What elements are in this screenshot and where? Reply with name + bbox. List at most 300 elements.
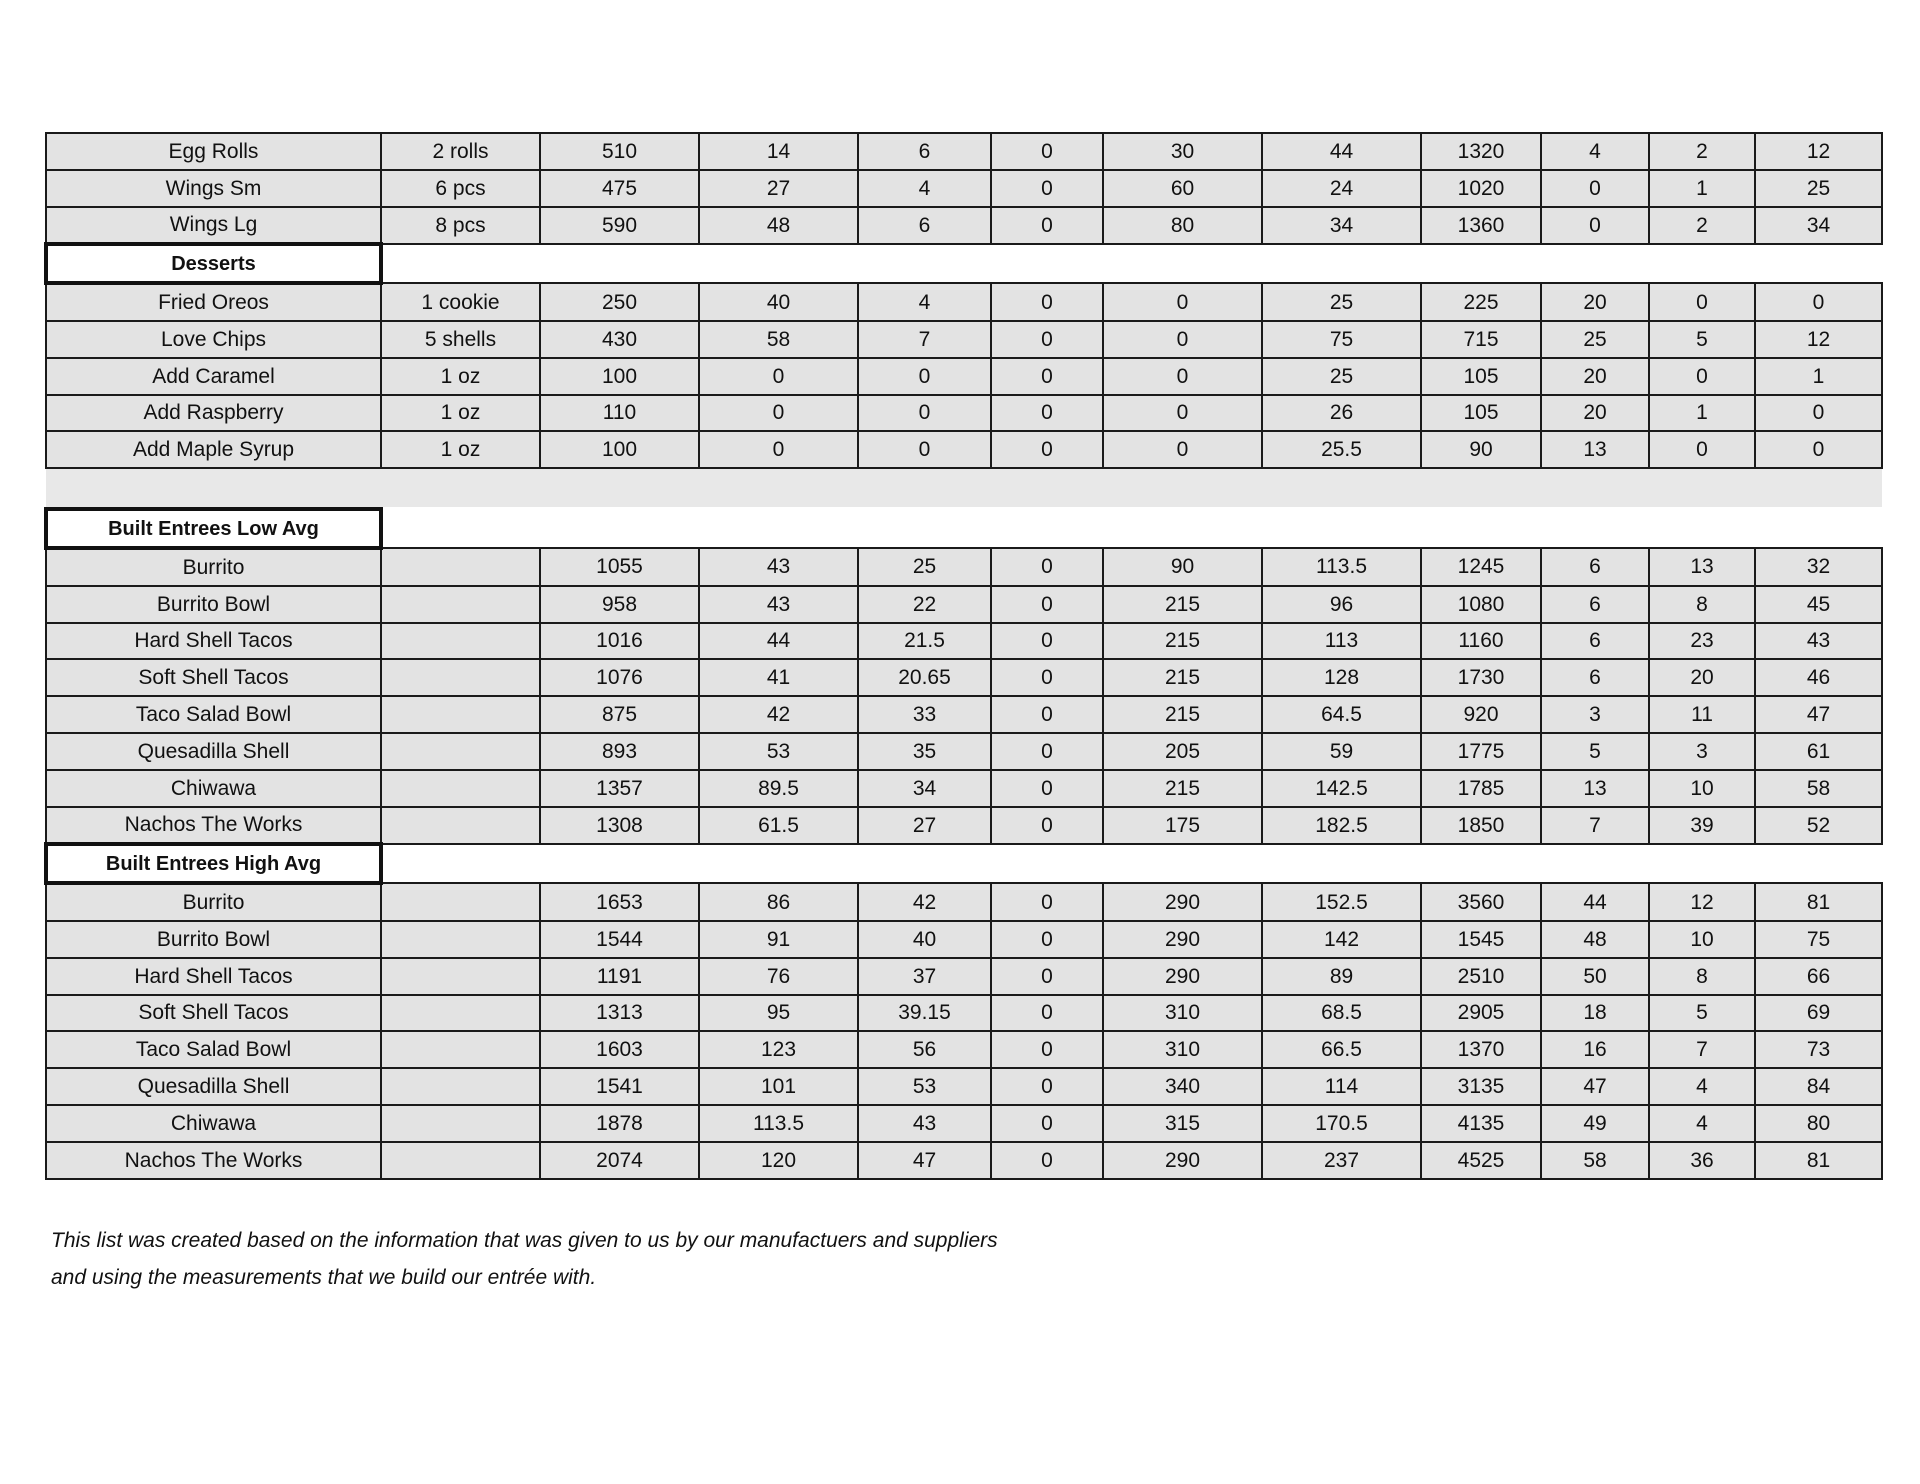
col-10-cell: 0 [1541, 170, 1649, 207]
table-row [46, 883, 1882, 921]
col-5-cell: 20.65 [858, 659, 991, 696]
col-3-cell: 1076 [540, 659, 699, 696]
col-5-cell: 43 [858, 1105, 991, 1142]
col-4-cell: 42 [699, 696, 858, 733]
col-9-cell: 1160 [1421, 623, 1541, 660]
col-4-cell: 43 [699, 586, 858, 623]
col-4-cell: 40 [699, 283, 858, 321]
col-5-cell: 22 [858, 586, 991, 623]
col-3-cell: 510 [540, 133, 699, 170]
col-6-cell: 0 [991, 1105, 1103, 1142]
col-12-cell: 81 [1755, 883, 1882, 921]
col-7-cell: 0 [1103, 358, 1262, 395]
col-10-cell: 3 [1541, 696, 1649, 733]
table-row [46, 133, 1882, 170]
col-11-cell: 2 [1649, 207, 1755, 245]
item-name-cell: Egg Rolls [46, 133, 381, 170]
col-3-cell: 1603 [540, 1031, 699, 1068]
col-8-cell: 24 [1262, 170, 1421, 207]
table-row [46, 623, 1882, 660]
col-6-cell: 0 [991, 133, 1103, 170]
col-8-cell: 113 [1262, 623, 1421, 660]
col-6-cell: 0 [991, 733, 1103, 770]
item-name-cell: Soft Shell Tacos [46, 659, 381, 696]
col-9-cell: 1850 [1421, 807, 1541, 845]
col-6-cell: 0 [991, 170, 1103, 207]
item-name-cell: Hard Shell Tacos [46, 958, 381, 995]
col-12-cell: 25 [1755, 170, 1882, 207]
section-blank [381, 509, 1882, 548]
serving-size-cell [381, 1068, 540, 1105]
col-5-cell: 7 [858, 321, 991, 358]
col-4-cell: 43 [699, 548, 858, 586]
col-7-cell: 315 [1103, 1105, 1262, 1142]
col-12-cell: 47 [1755, 696, 1882, 733]
item-name-cell: Add Maple Syrup [46, 431, 381, 468]
col-3-cell: 1878 [540, 1105, 699, 1142]
serving-size-cell [381, 733, 540, 770]
col-11-cell: 3 [1649, 733, 1755, 770]
col-7-cell: 175 [1103, 807, 1262, 845]
col-4-cell: 41 [699, 659, 858, 696]
col-10-cell: 44 [1541, 883, 1649, 921]
col-10-cell: 16 [1541, 1031, 1649, 1068]
col-8-cell: 152.5 [1262, 883, 1421, 921]
col-5-cell: 39.15 [858, 995, 991, 1032]
col-9-cell: 1080 [1421, 586, 1541, 623]
col-7-cell: 80 [1103, 207, 1262, 245]
col-7-cell: 290 [1103, 921, 1262, 958]
col-8-cell: 89 [1262, 958, 1421, 995]
col-10-cell: 6 [1541, 659, 1649, 696]
col-11-cell: 0 [1649, 283, 1755, 321]
col-4-cell: 76 [699, 958, 858, 995]
col-6-cell: 0 [991, 207, 1103, 245]
table-row [46, 586, 1882, 623]
table-row [46, 958, 1882, 995]
col-11-cell: 0 [1649, 431, 1755, 468]
col-3-cell: 430 [540, 321, 699, 358]
spacer-row [46, 468, 1882, 509]
col-6-cell: 0 [991, 921, 1103, 958]
col-10-cell: 49 [1541, 1105, 1649, 1142]
footnote-line-2: and using the measurements that we build our entrée with. [51, 1266, 597, 1289]
col-9-cell: 1785 [1421, 770, 1541, 807]
serving-size-cell [381, 883, 540, 921]
table-row [46, 283, 1882, 321]
col-5-cell: 0 [858, 431, 991, 468]
col-6-cell: 0 [991, 1031, 1103, 1068]
col-7-cell: 0 [1103, 395, 1262, 432]
table-row [46, 321, 1882, 358]
col-5-cell: 40 [858, 921, 991, 958]
serving-size-cell: 5 shells [381, 321, 540, 358]
col-7-cell: 0 [1103, 431, 1262, 468]
col-4-cell: 86 [699, 883, 858, 921]
col-8-cell: 44 [1262, 133, 1421, 170]
col-10-cell: 50 [1541, 958, 1649, 995]
section-title: Desserts [46, 244, 381, 283]
item-name-cell: Taco Salad Bowl [46, 1031, 381, 1068]
col-4-cell: 14 [699, 133, 858, 170]
col-12-cell: 1 [1755, 358, 1882, 395]
serving-size-cell [381, 586, 540, 623]
col-8-cell: 142 [1262, 921, 1421, 958]
section-header-row [46, 509, 1882, 548]
serving-size-cell [381, 770, 540, 807]
col-5-cell: 27 [858, 807, 991, 845]
col-5-cell: 21.5 [858, 623, 991, 660]
col-4-cell: 0 [699, 395, 858, 432]
item-name-cell: Fried Oreos [46, 283, 381, 321]
table-row [46, 696, 1882, 733]
col-4-cell: 91 [699, 921, 858, 958]
col-8-cell: 25 [1262, 283, 1421, 321]
col-11-cell: 13 [1649, 548, 1755, 586]
col-10-cell: 6 [1541, 623, 1649, 660]
col-9-cell: 1320 [1421, 133, 1541, 170]
col-9-cell: 105 [1421, 358, 1541, 395]
col-10-cell: 25 [1541, 321, 1649, 358]
col-3-cell: 250 [540, 283, 699, 321]
col-10-cell: 20 [1541, 395, 1649, 432]
col-7-cell: 290 [1103, 883, 1262, 921]
col-12-cell: 80 [1755, 1105, 1882, 1142]
col-8-cell: 64.5 [1262, 696, 1421, 733]
col-6-cell: 0 [991, 548, 1103, 586]
col-4-cell: 0 [699, 358, 858, 395]
col-3-cell: 1653 [540, 883, 699, 921]
serving-size-cell [381, 548, 540, 586]
col-8-cell: 75 [1262, 321, 1421, 358]
col-6-cell: 0 [991, 586, 1103, 623]
col-5-cell: 25 [858, 548, 991, 586]
section-header-row [46, 244, 1882, 283]
col-10-cell: 18 [1541, 995, 1649, 1032]
col-12-cell: 12 [1755, 321, 1882, 358]
col-7-cell: 60 [1103, 170, 1262, 207]
col-8-cell: 182.5 [1262, 807, 1421, 845]
col-4-cell: 123 [699, 1031, 858, 1068]
table-row [46, 170, 1882, 207]
col-8-cell: 25 [1262, 358, 1421, 395]
col-9-cell: 4135 [1421, 1105, 1541, 1142]
item-name-cell: Burrito Bowl [46, 921, 381, 958]
col-10-cell: 5 [1541, 733, 1649, 770]
col-11-cell: 5 [1649, 995, 1755, 1032]
col-3-cell: 110 [540, 395, 699, 432]
col-12-cell: 0 [1755, 431, 1882, 468]
col-8-cell: 113.5 [1262, 548, 1421, 586]
col-8-cell: 59 [1262, 733, 1421, 770]
col-12-cell: 0 [1755, 395, 1882, 432]
item-name-cell: Add Raspberry [46, 395, 381, 432]
col-7-cell: 290 [1103, 958, 1262, 995]
item-name-cell: Soft Shell Tacos [46, 995, 381, 1032]
item-name-cell: Nachos The Works [46, 807, 381, 845]
serving-size-cell: 2 rolls [381, 133, 540, 170]
col-10-cell: 48 [1541, 921, 1649, 958]
col-5-cell: 33 [858, 696, 991, 733]
col-9-cell: 1245 [1421, 548, 1541, 586]
col-5-cell: 37 [858, 958, 991, 995]
col-11-cell: 1 [1649, 395, 1755, 432]
col-6-cell: 0 [991, 431, 1103, 468]
footnote [51, 1222, 1251, 1296]
col-5-cell: 0 [858, 358, 991, 395]
col-8-cell: 25.5 [1262, 431, 1421, 468]
col-7-cell: 310 [1103, 1031, 1262, 1068]
col-7-cell: 205 [1103, 733, 1262, 770]
col-7-cell: 0 [1103, 283, 1262, 321]
col-11-cell: 2 [1649, 133, 1755, 170]
col-7-cell: 310 [1103, 995, 1262, 1032]
col-9-cell: 3560 [1421, 883, 1541, 921]
col-12-cell: 46 [1755, 659, 1882, 696]
col-6-cell: 0 [991, 696, 1103, 733]
col-7-cell: 30 [1103, 133, 1262, 170]
item-name-cell: Wings Lg [46, 207, 381, 245]
col-12-cell: 32 [1755, 548, 1882, 586]
serving-size-cell: 1 oz [381, 431, 540, 468]
col-11-cell: 12 [1649, 883, 1755, 921]
col-12-cell: 75 [1755, 921, 1882, 958]
col-3-cell: 1541 [540, 1068, 699, 1105]
col-11-cell: 8 [1649, 586, 1755, 623]
col-11-cell: 8 [1649, 958, 1755, 995]
col-11-cell: 4 [1649, 1068, 1755, 1105]
col-12-cell: 58 [1755, 770, 1882, 807]
spacer-band [46, 468, 1882, 509]
col-8-cell: 26 [1262, 395, 1421, 432]
col-3-cell: 1055 [540, 548, 699, 586]
col-8-cell: 66.5 [1262, 1031, 1421, 1068]
col-12-cell: 81 [1755, 1142, 1882, 1179]
col-3-cell: 100 [540, 358, 699, 395]
col-7-cell: 340 [1103, 1068, 1262, 1105]
col-8-cell: 170.5 [1262, 1105, 1421, 1142]
col-3-cell: 590 [540, 207, 699, 245]
col-9-cell: 225 [1421, 283, 1541, 321]
col-9-cell: 105 [1421, 395, 1541, 432]
col-3-cell: 1544 [540, 921, 699, 958]
col-3-cell: 475 [540, 170, 699, 207]
col-3-cell: 1016 [540, 623, 699, 660]
col-11-cell: 5 [1649, 321, 1755, 358]
col-7-cell: 215 [1103, 659, 1262, 696]
col-6-cell: 0 [991, 358, 1103, 395]
table-body [46, 133, 1882, 1179]
col-4-cell: 95 [699, 995, 858, 1032]
table-row [46, 659, 1882, 696]
col-3-cell: 893 [540, 733, 699, 770]
col-4-cell: 89.5 [699, 770, 858, 807]
col-5-cell: 34 [858, 770, 991, 807]
item-name-cell: Quesadilla Shell [46, 1068, 381, 1105]
serving-size-cell: 1 cookie [381, 283, 540, 321]
col-6-cell: 0 [991, 283, 1103, 321]
col-7-cell: 0 [1103, 321, 1262, 358]
col-6-cell: 0 [991, 659, 1103, 696]
col-11-cell: 1 [1649, 170, 1755, 207]
item-name-cell: Hard Shell Tacos [46, 623, 381, 660]
col-11-cell: 11 [1649, 696, 1755, 733]
table-row [46, 548, 1882, 586]
col-11-cell: 20 [1649, 659, 1755, 696]
col-10-cell: 13 [1541, 770, 1649, 807]
col-4-cell: 61.5 [699, 807, 858, 845]
col-4-cell: 58 [699, 321, 858, 358]
col-10-cell: 0 [1541, 207, 1649, 245]
section-blank [381, 844, 1882, 883]
serving-size-cell: 1 oz [381, 395, 540, 432]
col-10-cell: 20 [1541, 283, 1649, 321]
item-name-cell: Add Caramel [46, 358, 381, 395]
col-7-cell: 215 [1103, 770, 1262, 807]
item-name-cell: Burrito [46, 548, 381, 586]
col-6-cell: 0 [991, 995, 1103, 1032]
serving-size-cell [381, 958, 540, 995]
col-8-cell: 142.5 [1262, 770, 1421, 807]
col-7-cell: 215 [1103, 696, 1262, 733]
col-9-cell: 2905 [1421, 995, 1541, 1032]
col-10-cell: 6 [1541, 548, 1649, 586]
col-9-cell: 1020 [1421, 170, 1541, 207]
section-title: Built Entrees Low Avg [46, 509, 381, 548]
table-row [46, 1068, 1882, 1105]
table-row [46, 1142, 1882, 1179]
serving-size-cell: 1 oz [381, 358, 540, 395]
serving-size-cell [381, 1105, 540, 1142]
col-3-cell: 2074 [540, 1142, 699, 1179]
col-8-cell: 237 [1262, 1142, 1421, 1179]
col-5-cell: 4 [858, 170, 991, 207]
col-9-cell: 1545 [1421, 921, 1541, 958]
col-3-cell: 1308 [540, 807, 699, 845]
item-name-cell: Chiwawa [46, 1105, 381, 1142]
col-8-cell: 128 [1262, 659, 1421, 696]
serving-size-cell [381, 696, 540, 733]
col-6-cell: 0 [991, 883, 1103, 921]
table-row [46, 1105, 1882, 1142]
table-row [46, 733, 1882, 770]
col-6-cell: 0 [991, 770, 1103, 807]
col-9-cell: 1730 [1421, 659, 1541, 696]
col-6-cell: 0 [991, 321, 1103, 358]
nutrition-table [44, 132, 1883, 1180]
item-name-cell: Burrito Bowl [46, 586, 381, 623]
col-5-cell: 4 [858, 283, 991, 321]
col-7-cell: 215 [1103, 586, 1262, 623]
col-4-cell: 27 [699, 170, 858, 207]
col-9-cell: 715 [1421, 321, 1541, 358]
table-row [46, 995, 1882, 1032]
item-name-cell: Taco Salad Bowl [46, 696, 381, 733]
col-5-cell: 35 [858, 733, 991, 770]
col-4-cell: 44 [699, 623, 858, 660]
col-9-cell: 1360 [1421, 207, 1541, 245]
col-5-cell: 56 [858, 1031, 991, 1068]
serving-size-cell [381, 1142, 540, 1179]
col-9-cell: 920 [1421, 696, 1541, 733]
table-row [46, 207, 1882, 245]
col-11-cell: 36 [1649, 1142, 1755, 1179]
col-5-cell: 0 [858, 395, 991, 432]
serving-size-cell [381, 807, 540, 845]
serving-size-cell: 6 pcs [381, 170, 540, 207]
table-row [46, 358, 1882, 395]
col-6-cell: 0 [991, 623, 1103, 660]
col-4-cell: 113.5 [699, 1105, 858, 1142]
item-name-cell: Chiwawa [46, 770, 381, 807]
col-4-cell: 53 [699, 733, 858, 770]
col-11-cell: 7 [1649, 1031, 1755, 1068]
col-5-cell: 6 [858, 133, 991, 170]
col-11-cell: 39 [1649, 807, 1755, 845]
col-12-cell: 69 [1755, 995, 1882, 1032]
table-row [46, 921, 1882, 958]
col-11-cell: 4 [1649, 1105, 1755, 1142]
serving-size-cell [381, 659, 540, 696]
col-3-cell: 1191 [540, 958, 699, 995]
item-name-cell: Quesadilla Shell [46, 733, 381, 770]
col-5-cell: 42 [858, 883, 991, 921]
serving-size-cell [381, 921, 540, 958]
col-10-cell: 13 [1541, 431, 1649, 468]
col-11-cell: 23 [1649, 623, 1755, 660]
col-12-cell: 12 [1755, 133, 1882, 170]
serving-size-cell: 8 pcs [381, 207, 540, 245]
col-12-cell: 73 [1755, 1031, 1882, 1068]
section-blank [381, 244, 1882, 283]
col-9-cell: 1775 [1421, 733, 1541, 770]
col-6-cell: 0 [991, 1142, 1103, 1179]
col-4-cell: 48 [699, 207, 858, 245]
col-11-cell: 10 [1649, 770, 1755, 807]
col-6-cell: 0 [991, 395, 1103, 432]
col-7-cell: 90 [1103, 548, 1262, 586]
col-10-cell: 6 [1541, 586, 1649, 623]
item-name-cell: Nachos The Works [46, 1142, 381, 1179]
table-row [46, 431, 1882, 468]
serving-size-cell [381, 995, 540, 1032]
col-12-cell: 43 [1755, 623, 1882, 660]
col-10-cell: 20 [1541, 358, 1649, 395]
col-10-cell: 4 [1541, 133, 1649, 170]
col-8-cell: 114 [1262, 1068, 1421, 1105]
item-name-cell: Burrito [46, 883, 381, 921]
col-10-cell: 7 [1541, 807, 1649, 845]
col-7-cell: 290 [1103, 1142, 1262, 1179]
col-8-cell: 68.5 [1262, 995, 1421, 1032]
col-4-cell: 120 [699, 1142, 858, 1179]
col-8-cell: 34 [1262, 207, 1421, 245]
col-12-cell: 0 [1755, 283, 1882, 321]
col-5-cell: 47 [858, 1142, 991, 1179]
col-4-cell: 101 [699, 1068, 858, 1105]
col-12-cell: 34 [1755, 207, 1882, 245]
col-12-cell: 45 [1755, 586, 1882, 623]
footnote-line-1: This list was created based on the information that was given to us by our manufactuers and suppliers [51, 1229, 998, 1252]
col-12-cell: 84 [1755, 1068, 1882, 1105]
col-11-cell: 10 [1649, 921, 1755, 958]
serving-size-cell [381, 1031, 540, 1068]
col-6-cell: 0 [991, 1068, 1103, 1105]
table-row [46, 1031, 1882, 1068]
col-3-cell: 875 [540, 696, 699, 733]
col-10-cell: 47 [1541, 1068, 1649, 1105]
col-6-cell: 0 [991, 807, 1103, 845]
